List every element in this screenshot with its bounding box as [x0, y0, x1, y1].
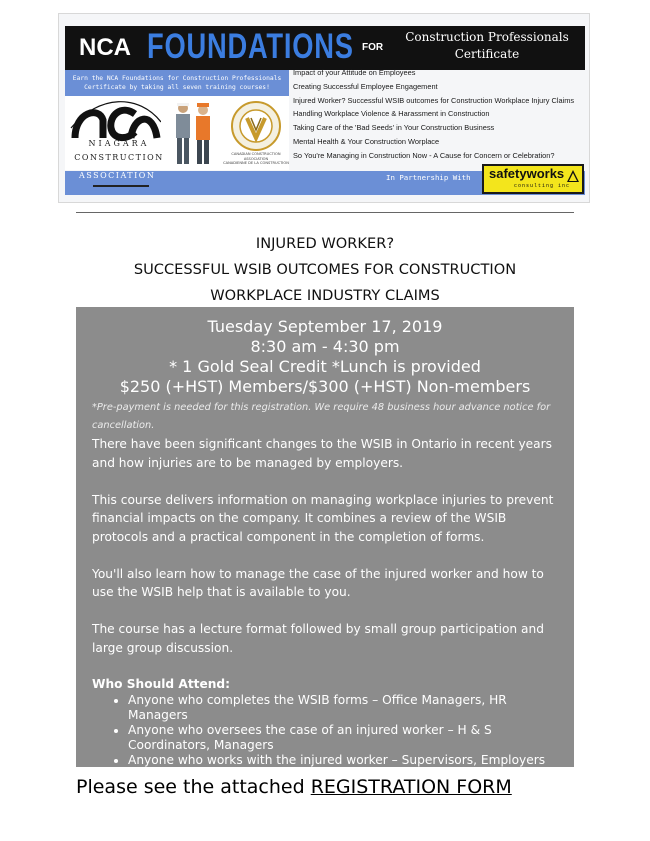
who-should-attend-heading: Who Should Attend: [92, 677, 231, 691]
attendee-list [92, 693, 558, 768]
attendee-item: • Anyone who oversees the case of an injured worker – H & S Coordinators, Managers [128, 723, 558, 753]
event-date: Tuesday September 17, 2019 [207, 317, 443, 336]
description-paragraph: There have been significant changes to the WSIB in Ontario in recent years and how injuries are to be managed by employers. [92, 437, 552, 470]
horizontal-divider [76, 212, 574, 213]
earn-line2: Certificate by taking all seven training courses! [84, 84, 270, 91]
header-banner [58, 13, 590, 203]
course-item: Handling Workplace Violence & Harassment in Construction [293, 109, 490, 119]
for-label: FOR [362, 42, 384, 53]
gold-seal-icon [227, 100, 285, 152]
construction-workers-icon [169, 98, 219, 168]
course-item: Impact of your Attitude on Employees [293, 68, 416, 77]
registration-notice [76, 776, 512, 798]
page-title-line2: SUCCESSFUL WSIB OUTCOMES FOR CONSTRUCTION [133, 261, 517, 278]
safetyworks-logo [482, 164, 584, 194]
nca-wordmark: NCA [79, 34, 131, 61]
certificate-title [387, 29, 587, 63]
banner-title-bar [65, 26, 585, 70]
course-item: Taking Care of the 'Bad Seeds' in Your Construction Business [293, 123, 495, 133]
construction-label: CONSTRUCTION [74, 153, 164, 162]
warning-triangle-icon [566, 169, 580, 183]
description-paragraph: You'll also learn how to manage the case of the injured worker and how to use the WSIB help that is available to you. [92, 566, 544, 599]
page-title [60, 231, 590, 309]
course-item: Mental Health & Your Construction Worplace [293, 136, 440, 146]
earn-certificate-box [65, 70, 289, 96]
description-paragraph: This course delivers information on managing workplace injuries to prevent financial impacts on the company. It combines a review of the WSIB protocols and a practical component in the completion of forms. [92, 492, 554, 544]
partnership-label: In Partnership With [386, 173, 471, 182]
nca-logo-icon [69, 98, 161, 144]
registration-form-link[interactable]: REGISTRATION FORM [310, 776, 512, 798]
event-price: $250 (+HST) Members/$300 (+HST) Non-members [119, 377, 531, 396]
prepayment-note: *Pre-payment is needed for this registration. We require 48 business hour advance notice for cancellation. [92, 402, 551, 431]
safetyworks-subtitle: consulting inc [514, 183, 571, 189]
attendee-item: • Anyone who works with the injured worker – Supervisors, Employers [128, 753, 558, 768]
certificate-title-line1: Construction Professionals [405, 30, 569, 44]
association-underline [93, 185, 149, 187]
foundations-wordmark: FOUNDATIONS [147, 27, 354, 66]
description-paragraph: The course has a lecture format followed by small group participation and large group discussion. [92, 622, 544, 655]
event-details-panel [76, 307, 574, 767]
page-title-line3: WORKPLACE INDUSTRY CLAIMS [210, 287, 440, 304]
seal-caption-line1: CANADIAN CONSTRUCTION [231, 152, 281, 156]
safetyworks-wordmark: safetyworks [489, 166, 565, 181]
course-list [293, 66, 589, 163]
event-credit: * 1 Gold Seal Credit *Lunch is provided [169, 357, 481, 376]
seal-caption-line3: CANADIENNE DE LA CONSTRUCTION [223, 161, 289, 165]
association-label: ASSOCIATION [79, 171, 156, 180]
event-time: 8:30 am - 4:30 pm [250, 337, 400, 356]
niagara-label: NIAGARA [88, 139, 150, 148]
attendee-item: • Anyone who completes the WSIB forms – Office Managers, HR Managers [128, 693, 558, 723]
earn-line1: Earn the NCA Foundations for Construction Professionals [72, 75, 282, 82]
seal-caption [219, 152, 293, 166]
registration-prefix: Please see the attached [76, 776, 311, 798]
course-item: So You're Managing in Construction Now - A Cause for Concern or Celebration? [293, 150, 555, 160]
course-item: Injured Worker? Successful WSIB outcomes for Construction Workplace Injury Claims [293, 95, 575, 105]
seal-caption-line2: ASSOCIATION [243, 156, 269, 161]
certificate-title-line2: Certificate [454, 47, 520, 61]
course-item: Creating Successful Employee Engagement [293, 81, 438, 91]
page-title-line1: INJURED WORKER? [255, 235, 395, 252]
